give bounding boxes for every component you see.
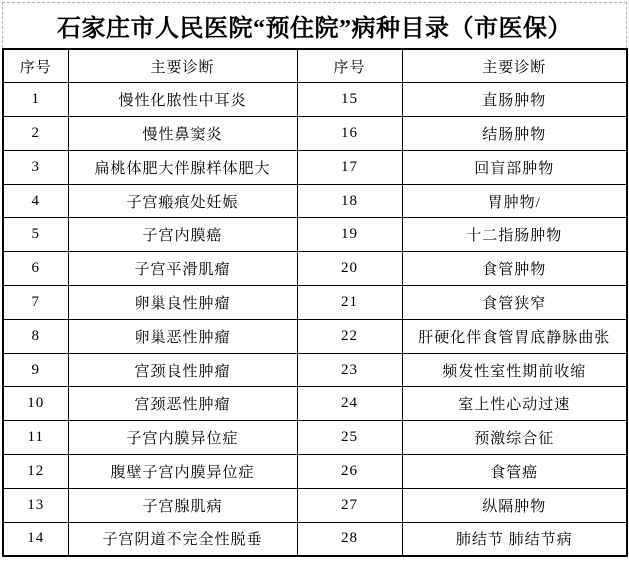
row-number-cell: 4 <box>3 184 68 218</box>
row-number-cell: 9 <box>3 353 68 387</box>
header-diagnosis-left: 主要诊断 <box>68 49 297 83</box>
table-row <box>3 150 627 184</box>
row-number-cell: 7 <box>3 286 68 320</box>
header-row <box>3 49 627 83</box>
diagnosis-cell: 子宫阴道不完全性脱垂 <box>68 522 297 556</box>
row-number-cell: 3 <box>3 150 68 184</box>
row-number-cell: 17 <box>297 150 402 184</box>
diagnosis-cell: 预激综合征 <box>402 421 627 455</box>
header-diagnosis-right: 主要诊断 <box>402 49 627 83</box>
table-row <box>3 522 627 556</box>
table-row <box>3 117 627 151</box>
row-number-cell: 23 <box>297 353 402 387</box>
diagnosis-cell: 宫颈良性肿瘤 <box>68 353 297 387</box>
diagnosis-cell: 子宫瘢痕处妊娠 <box>68 184 297 218</box>
row-number-cell: 18 <box>297 184 402 218</box>
diagnosis-cell: 慢性鼻窦炎 <box>68 117 297 151</box>
header-serial-right: 序号 <box>297 49 402 83</box>
row-number-cell: 15 <box>297 83 402 117</box>
diagnosis-cell: 食管狭窄 <box>402 286 627 320</box>
diagnosis-cell: 结肠肿物 <box>402 117 627 151</box>
table-row <box>3 286 627 320</box>
diagnosis-cell: 卵巢恶性肿瘤 <box>68 319 297 353</box>
diagnosis-cell: 子宫内膜癌 <box>68 218 297 252</box>
row-number-cell: 22 <box>297 319 402 353</box>
row-number-cell: 14 <box>3 522 68 556</box>
diagnosis-cell: 肺结节 肺结节病 <box>402 522 627 556</box>
table-row <box>3 184 627 218</box>
row-number-cell: 2 <box>3 117 68 151</box>
row-number-cell: 26 <box>297 455 402 489</box>
row-number-cell: 25 <box>297 421 402 455</box>
table-row <box>3 387 627 421</box>
diagnosis-cell: 室上性心动过速 <box>402 387 627 421</box>
diagnosis-cell: 频发性室性期前收缩 <box>402 353 627 387</box>
table-header <box>3 49 627 83</box>
row-number-cell: 27 <box>297 488 402 522</box>
row-number-cell: 21 <box>297 286 402 320</box>
diagnosis-cell: 子宫内膜异位症 <box>68 421 297 455</box>
table-row <box>3 218 627 252</box>
row-number-cell: 1 <box>3 83 68 117</box>
diagnosis-cell: 宫颈恶性肿瘤 <box>68 387 297 421</box>
diagnosis-cell: 子宫腺肌病 <box>68 488 297 522</box>
diagnosis-cell: 肝硬化伴食管胃底静脉曲张 <box>402 319 627 353</box>
table-row <box>3 421 627 455</box>
row-number-cell: 16 <box>297 117 402 151</box>
diagnosis-cell: 腹壁子宫内膜异位症 <box>68 455 297 489</box>
row-number-cell: 24 <box>297 387 402 421</box>
header-serial-left: 序号 <box>3 49 68 83</box>
diagnosis-cell: 卵巢良性肿瘤 <box>68 286 297 320</box>
row-number-cell: 8 <box>3 319 68 353</box>
row-number-cell: 12 <box>3 455 68 489</box>
row-number-cell: 11 <box>3 421 68 455</box>
row-number-cell: 10 <box>3 387 68 421</box>
diagnosis-cell: 食管癌 <box>402 455 627 489</box>
table-body <box>3 83 627 556</box>
diagnosis-cell: 回盲部肿物 <box>402 150 627 184</box>
page-title: 石家庄市人民医院“预住院”病种目录（市医保） <box>57 16 572 42</box>
table-row <box>3 83 627 117</box>
diagnosis-cell: 扁桃体肥大伴腺样体肥大 <box>68 150 297 184</box>
disease-catalog-table <box>2 48 628 557</box>
table-row <box>3 353 627 387</box>
diagnosis-cell: 子宫平滑肌瘤 <box>68 252 297 286</box>
row-number-cell: 13 <box>3 488 68 522</box>
table-row <box>3 319 627 353</box>
table-row <box>3 252 627 286</box>
diagnosis-cell: 直肠肿物 <box>402 83 627 117</box>
row-number-cell: 19 <box>297 218 402 252</box>
diagnosis-cell: 纵隔肿物 <box>402 488 627 522</box>
table-row <box>3 488 627 522</box>
diagnosis-cell: 胃肿物/ <box>402 184 627 218</box>
row-number-cell: 6 <box>3 252 68 286</box>
row-number-cell: 20 <box>297 252 402 286</box>
table-row <box>3 455 627 489</box>
diagnosis-cell: 慢性化脓性中耳炎 <box>68 83 297 117</box>
row-number-cell: 28 <box>297 522 402 556</box>
title-block <box>2 2 627 48</box>
diagnosis-cell: 十二指肠肿物 <box>402 218 627 252</box>
diagnosis-cell: 食管肿物 <box>402 252 627 286</box>
row-number-cell: 5 <box>3 218 68 252</box>
